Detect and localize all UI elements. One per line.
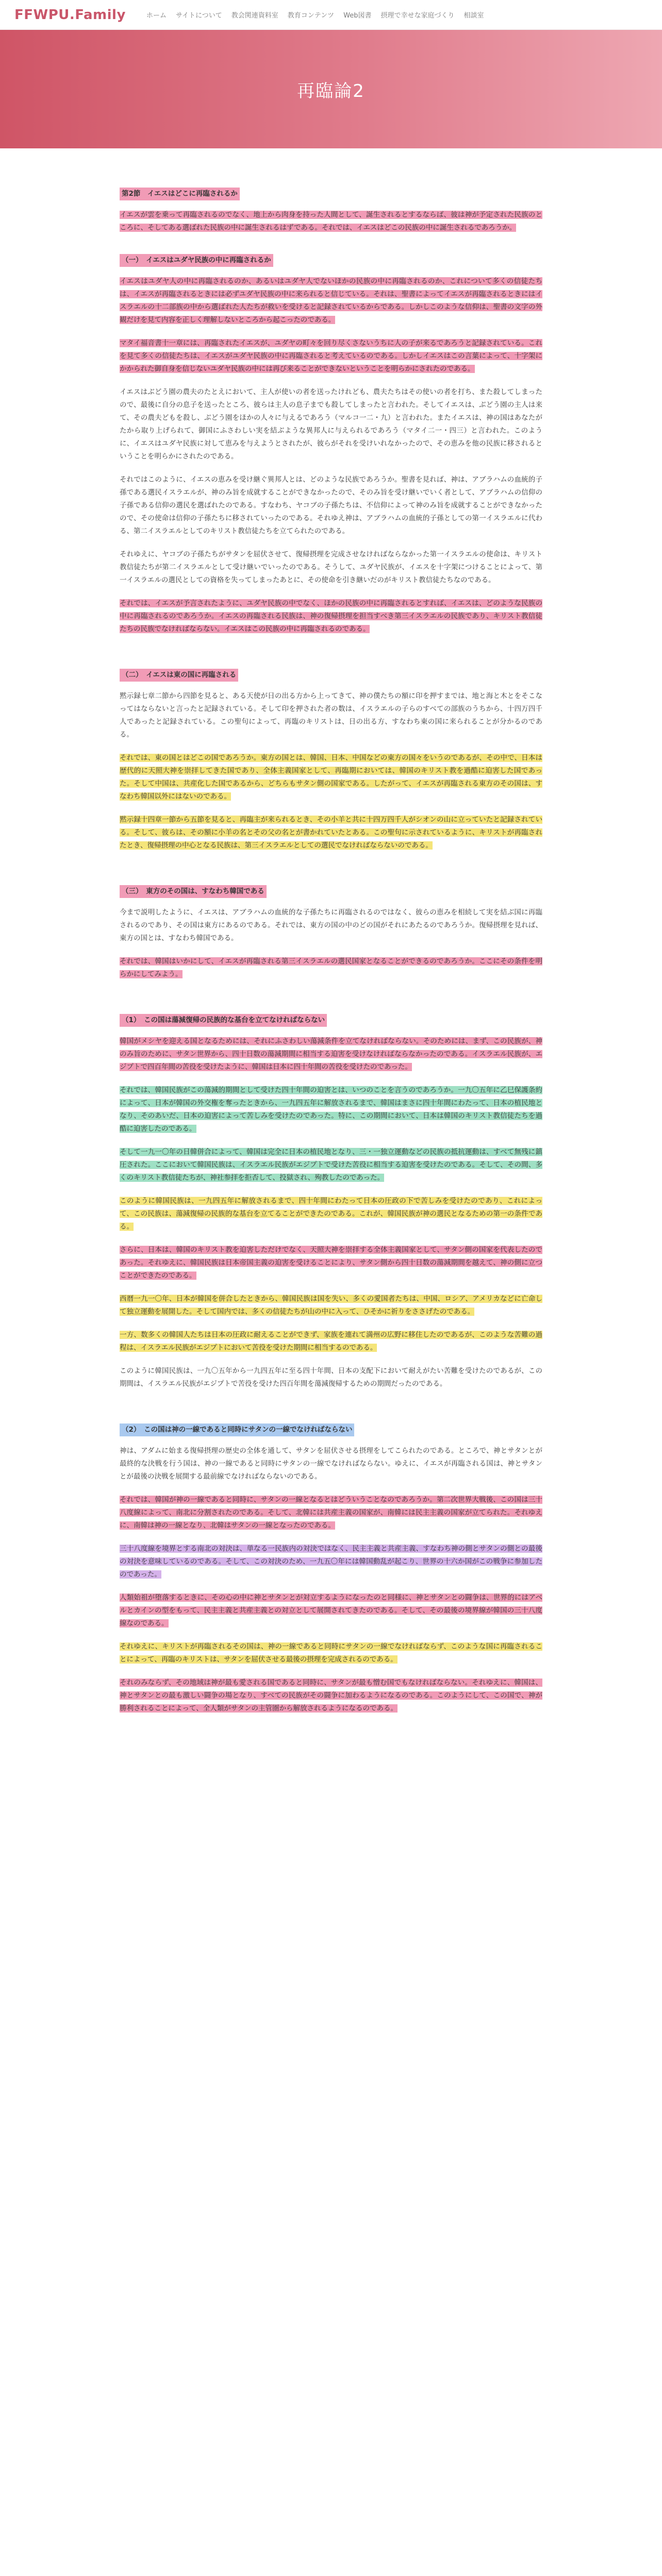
site-logo[interactable]: FFWPU.Family (14, 7, 126, 23)
nav-item-home[interactable]: ホーム (146, 12, 167, 20)
section-heading: 第2節 イエスはどこに再臨されるか (120, 188, 240, 200)
paragraph: 黙示録十四章一節から五節を見ると、再臨主が来られるとき、その小羊と共に十四万四千人がシオンの山に立っていたと記録されている。そして、彼らは、その額に小羊の名とその父の名とが書かれていたとある。この聖句に示されているように、キリストが再臨されたとき、復帰摂理の中心となる民族は、第三イスラエルとしての選民でなければならないのである。 (120, 816, 542, 850)
paragraph: マタイ福音書十一章には、再臨されたイエスが、ユダヤの町々を回り尽くさないうちに人の子が来るであろうと記録されている。これを見て多くの信徒たちは、イエスがユダヤ民族の中に再臨されると考えているのである。しかしイエスはこの言葉によって、十字架にかかられた御自身を信じないユダヤ民族の中には再び来ることができないということを明らかにされたのである。 (120, 339, 542, 373)
paragraph: それゆえに、キリストが再臨されるその国は、神の一線であると同時にサタンの一線でなければならず、このような国に再臨されることによって、再臨のキリストは、サタンを屈伏させる最後の摂理を完成されるのである。 (120, 1642, 542, 1664)
page-hero (0, 30, 662, 148)
paragraph: イエスが雲を乗って再臨されるのでなく、地上から肉身を持った人間として、誕生されるとするならば、彼は神が予定された民族のところに、そしてある選ばれた民族の中に誕生されるはずである。それでは、イエスはどこの民族の中に誕生されるであろうか。 (120, 211, 542, 232)
main-nav (146, 10, 484, 20)
nav-item-education[interactable]: 教育コンテンツ (287, 12, 335, 20)
nav-item-archive[interactable]: 教会関連資料室 (231, 12, 278, 20)
section-heading: （2） この国は神の一線であると同時にサタンの一線でなければならない (120, 1423, 354, 1436)
paragraph: それのみならず、その地域は神が最も愛される国であると同時に、サタンが最も憎む国でもなければならない。それゆえに、韓国は、神とサタンとの最も激しい闘争の場となり、すべての民族がその闘争に加わるようになるのである。このようにして、この国で、神が勝利されることによって、全人類がサタンの主管圏から解放されるようになるのである。 (120, 1679, 542, 1713)
site-header (0, 0, 662, 30)
paragraph: 黙示録七章二節から四節を見ると、ある天使が日の出る方から上ってきて、神の僕たちの額に印を押すまでは、地と海と木とをそこなってはならないと言ったと記録されている。そして印を押された者の数は、イスラエルの子らのすべての部族のうちから、十四万四千人であったと記録されている。この聖句によって、再臨のキリストは、日の出る方、すなわち東の国に来られることが分かるのである。 (120, 692, 542, 739)
section-heading: （二） イエスは東の国に再臨される (120, 669, 238, 682)
paragraph: それでは、東の国とはどこの国であろうか。東方の国とは、韓国、日本、中国などの東方の国々をいうのであるが、その中で、日本は歴代的に天照大神を崇拝してきた国であり、全体主義国家として、再臨期においては、韓国のキリスト教を過酷に迫害した国であった。そして中国は、共産化した国であるから、どちらもサタン側の国家である。したがって、イエスが再臨される東方のその国は、すなわち韓国以外にはないのである。 (120, 754, 542, 801)
paragraph: それでは、韓国はいかにして、イエスが再臨される第三イスラエルの選民国家となることができるのであろうか。ここにその条件を明らかにしてみよう。 (120, 957, 542, 978)
paragraph: それではこのように、イエスの恵みを受け継ぐ異邦人とは、どのような民族であろうか。聖書を見れば、神は、アブラハムの血統的子孫である選民イスラエルが、神のみ旨を成就することができなかったので、そのみ旨を受け継いでいく者として、アブラハムの信仰の子孫である信仰の選民を選ばれたのである。すなわち、ヤコブの子孫たちは、不信仰によって神のみ旨を成就することができなかったので、その使命は信仰の子孫たちに移されていったのである。それゆえ神は、アブラハムの血統的子孫としての第一イスラエルに代わる、第二イスラエルとしてのキリスト教信徒たちを立てられたのである。 (120, 476, 542, 535)
paragraph: イエスはユダヤ人の中に再臨されるのか、あるいはユダヤ人でないほかの民族の中に再臨されるのか、これについて多くの信徒たちは、イエスが再臨されるときには必ずユダヤ民族の中に来られると信じている。それは、聖書によってイエスが再臨されるときにはイスラエルの十二部族の中から選ばれた人たちが救いを受けると記録されているからである。しかしこのような信仰は、聖書の文字の外観だけを見て内容を正しく理解しないところから起こったのである。 (120, 277, 542, 324)
paragraph: このように韓国民族は、一九四五年に解放されるまで、四十年間にわたって日本の圧政の下で苦しみを受けたのであり、これによって、この民族は、蕩減復帰の民族的な基台を立てることができたのである。これが、韓国民族が神の選民となるための第一の条件である。 (120, 1197, 542, 1231)
article-body (120, 178, 542, 1715)
section-heading: （三） 東方のその国は、すなわち韓国である (120, 885, 267, 898)
paragraph: そして一九一〇年の日韓併合によって、韓国は完全に日本の植民地となり、三・一独立運動などの民族の抵抗運動は、すべて無残に鎮圧された。ここにおいて韓国民族は、イスラエル民族がエジプトで受けた苦役に相当する迫害を受けたのである。そして、その間、多くのキリスト教信徒たちが、神社参拝を拒否して、投獄され、殉教したのであった。 (120, 1148, 542, 1182)
nav-item-consult[interactable]: 相談室 (464, 12, 484, 20)
paragraph: このように韓国民族は、一九〇五年から一九四五年に至る四十年間、日本の支配下において耐えがたい苦難を受けたのであるが、この期間は、イスラエル民族がエジプトで苦役を受けた四百年間を蕩減復帰するための期間だったのである。 (120, 1367, 542, 1388)
paragraph: 一方、数多くの韓国人たちは日本の圧政に耐えることができず、家族を連れて満州の広野に移住したのであるが、このような苦難の過程は、イスラエル民族がエジプトにおいて苦役を受けた期間に相当するのである。 (120, 1331, 542, 1352)
nav-item-family[interactable]: 摂理で幸せな家庭づくり (380, 12, 455, 20)
paragraph: 韓国がメシヤを迎える国となるためには、それにふさわしい蕩減条件を立てなければならない。そのためには、まず、この民族が、神のみ旨のために、サタン世界から、四十日数の蕩減期間に相当する迫害を受けなければならなかったのである。イスラエル民族が、エジプトで四百年間の苦役を受けたように、韓国は日本に四十年間の苦役を受けたのであった。 (120, 1037, 542, 1071)
paragraph: 神は、アダムに始まる復帰摂理の歴史の全体を通して、サタンを屈伏させる摂理をしてこられたのである。ところで、神とサタンとが最終的な決戦を行う国は、神の一線であると同時にサタンの一線でなければならない。ゆえに、イエスが再臨される国は、神とサタンとが最後の決戦を展開する最前線でなければならないのである。 (120, 1447, 542, 1481)
nav-item-about[interactable]: サイトについて (175, 12, 222, 20)
paragraph: イエスはぶどう園の農夫のたとえにおいて、主人が使いの者を送ったけれども、農夫たちはその使いの者を打ち、また殺してしまったので、最後に自分の息子を送ったところ、彼らは主人の息子までも殺してしまったと言われた。そしてイエスは、ぶどう園の主人は来て、その農夫どもを殺し、ぶどう園をほかの人々に与えるであろう（マルコ一二・九）と言われた。またイエスは、神の国はあなたがたから取り上げられて、御国にふさわしい実を結ぶような異邦人に与えられるであろう（マタイ二一・四三）と言われた。このように、イエスはユダヤ民族に対して恵みを与えようとされたが、彼らがそれを受けいれなかったので、その恵みを他の民族に移されるということを明らかにされたのである。 (120, 388, 542, 461)
section-heading: （1） この国は蕩減復帰の民族的な基台を立てなければならない (120, 1014, 327, 1027)
paragraph: さらに、日本は、韓国のキリスト教を迫害しただけでなく、天照大神を崇拝する全体主義国家として、サタン側の国家を代表したのであった。それゆえに、韓国民族は日本帝国主義の迫害を受けることにより、サタン側から四十日数の蕩減期間を越えて、神の側に立つことができたのである。 (120, 1246, 542, 1280)
page-title: 再臨論2 (297, 80, 365, 101)
paragraph: 人類始祖が堕落するときに、その心の中に神とサタンとが対立するようになったのと同様に、神とサタンとの闘争は、世界的にはアベルとカインの型をもって、民主主義と共産主義との対立として展開されてきたのである。そして、その最後の境界線が韓国の三十八度線なのである。 (120, 1594, 542, 1628)
paragraph: 今まで説明したように、イエスは、アブラハムの血統的な子孫たちに再臨されるのではなく、彼らの恵みを相続して実を結ぶ国に再臨されるのであり、その国は東方にあるのである。それでは、東方の国の中のどの国がそれにあたるのであろうか。復帰摂理を見れば、東方の国とは、すなわち韓国である。 (120, 908, 542, 942)
paragraph: それでは、韓国が神の一線であると同時に、サタンの一線となるとはどういうことなのであろうか。第二次世界大戦後、この国は三十八度線によって、南北に分割されたのである。そして、北韓には共産主義の国家が、南韓には民主主義の国家が立てられた。それゆえに、南韓は神の一線となり、北韓はサタンの一線となったのである。 (120, 1496, 542, 1530)
paragraph: それゆえに、ヤコブの子孫たちがサタンを屈伏させて、復帰摂理を完成させなければならなかった第一イスラエルの使命は、キリスト教信徒たちが第二イスラエルとして受け継いでいったのである。そうして、ユダヤ民族が、イエスを十字架につけることによって、第一イスラエルの選民としての資格を失ってしまったあとに、その使命を引き継いだのがキリスト教信徒たちなのである。 (120, 550, 542, 584)
paragraph: それでは、イエスが予言されたように、ユダヤ民族の中でなく、ほかの民族の中に再臨されるとすれば、イエスは、どのような民族の中に再臨されるのであろうか。イエスの再臨される民族は、神の復帰摂理を担当すべき第三イスラエルの民族であり、キリスト教信徒たちの民族でなければならない。イエスはこの民族の中に再臨されるのである。 (120, 599, 542, 633)
paragraph: 西暦一九一〇年、日本が韓国を併合したときから、韓国民族は国を失い、多くの愛国者たちは、中国、ロシア、アメリカなどに亡命して独立運動を展開した。そして国内では、多くの信徒たちが山の中に入って、ひそかに祈りをささげたのである。 (120, 1295, 542, 1316)
paragraph: それでは、韓国民族がこの蕩減的期間として受けた四十年間の迫害とは、いつのことを言うのであろうか。一九〇五年に乙巳保護条約によって、日本が韓国の外交権を奪ったときから、一九四五年に解放されるまで、韓国はまさに四十年間にわたって、日本の植民地となり、そのあいだ、日本の迫害によって苦しみを受けたのであった。特に、この期間において、日本は韓国のキリスト教信徒たちを過酷に迫害したのである。 (120, 1086, 542, 1133)
nav-item-web-books[interactable]: Web図書 (343, 12, 372, 20)
section-heading: （一） イエスはユダヤ民族の中に再臨されるか (120, 254, 273, 267)
paragraph: 三十八度線を境界とする南北の対決は、単なる一民族内の対決ではなく、民主主義と共産主義、すなわち神の側とサタンの側との最後の対決を意味しているのである。そして、この対決のため、一九五〇年には韓国動乱が起こり、世界の十六か国がこの戦争に参加したのであった。 (120, 1545, 542, 1579)
